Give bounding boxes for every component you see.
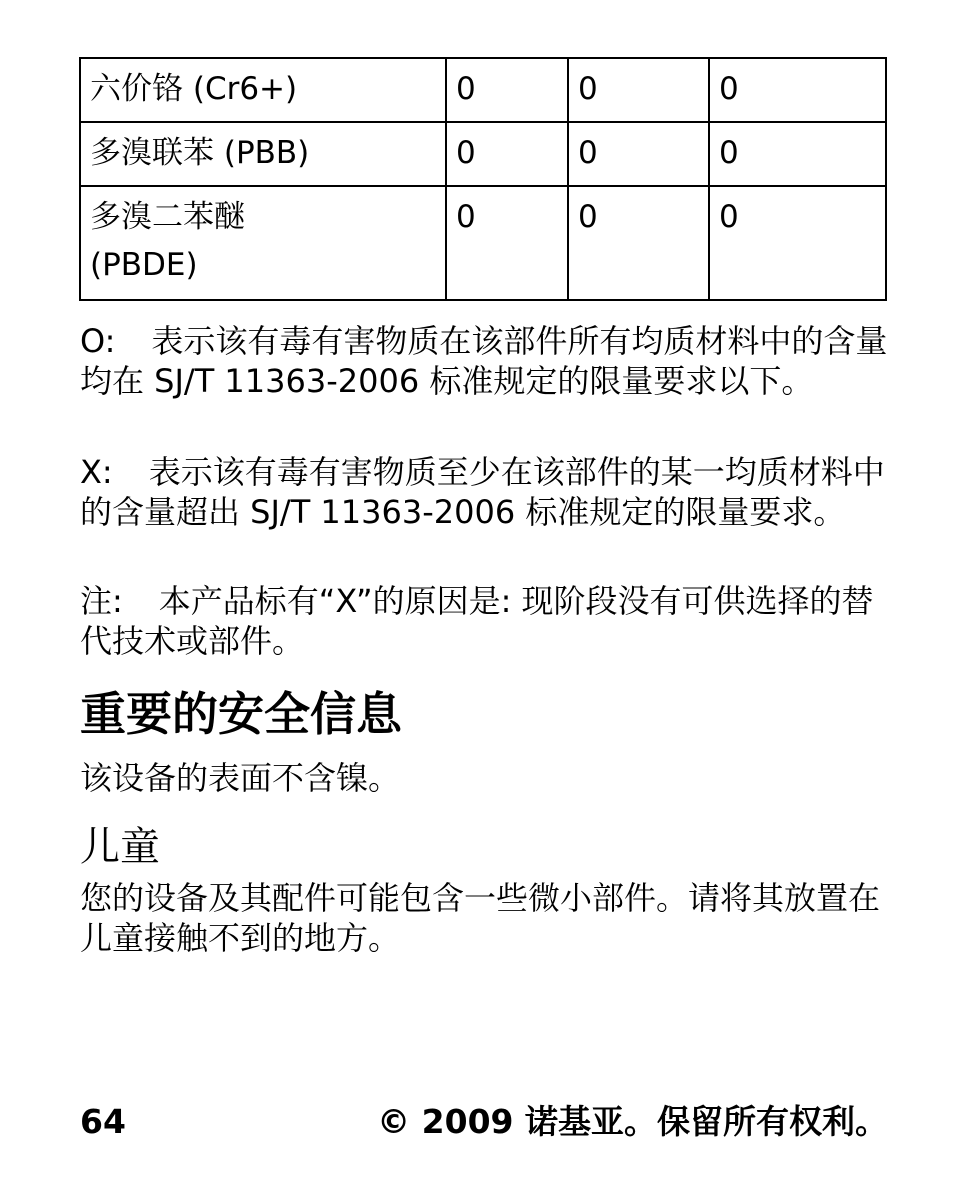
page-number: 64 [80, 1102, 126, 1141]
substance-value: 0 [446, 58, 568, 122]
substance-value: 0 [709, 186, 886, 300]
note-zhu-text: 本产品标有“X”的原因是: 现阶段没有可供选择的替代技术或部件。 [80, 582, 874, 660]
children-heading: 儿童 [80, 824, 160, 870]
substance-value: 0 [709, 122, 886, 186]
substance-value: 0 [568, 58, 709, 122]
note-o [80, 321, 890, 401]
table-row [80, 186, 886, 300]
substance-value: 0 [568, 122, 709, 186]
children-text: 您的设备及其配件可能包含一些微小部件。请将其放置在儿童接触不到的地方。 [80, 879, 881, 957]
substance-name-line2: (PBDE) [90, 247, 198, 283]
table-row [80, 122, 886, 186]
substance-name: 多溴联苯 (PBB) [80, 122, 446, 186]
note-o-label: O: [80, 322, 116, 360]
hazardous-substances-table [79, 57, 887, 301]
note-zhu [80, 581, 890, 661]
substance-name [80, 186, 446, 300]
note-x-text: 表示该有毒有害物质至少在该部件的某一均质材料中的含量超出 SJ/T 11363-2006 标准规定的限量要求。 [80, 453, 885, 531]
safety-heading: 重要的安全信息 [80, 687, 402, 741]
substance-value: 0 [709, 58, 886, 122]
copyright: © 2009 诺基亚。保留所有权利。 [377, 1102, 888, 1141]
safety-text: 该设备的表面不含镍。 [80, 759, 401, 797]
table-row [80, 58, 886, 122]
note-x-label: X: [80, 453, 113, 491]
substance-name-line1: 多溴二苯醚 [90, 199, 245, 235]
note-zhu-label: 注: [80, 582, 123, 620]
note-o-text: 表示该有毒有害物质在该部件所有均质材料中的含量均在 SJ/T 11363-2006 标准规定的限量要求以下。 [80, 322, 888, 400]
note-x [80, 452, 890, 532]
substance-value: 0 [568, 186, 709, 300]
substance-value: 0 [446, 186, 568, 300]
substance-value: 0 [446, 122, 568, 186]
substance-name: 六价铬 (Cr6+) [80, 58, 446, 122]
